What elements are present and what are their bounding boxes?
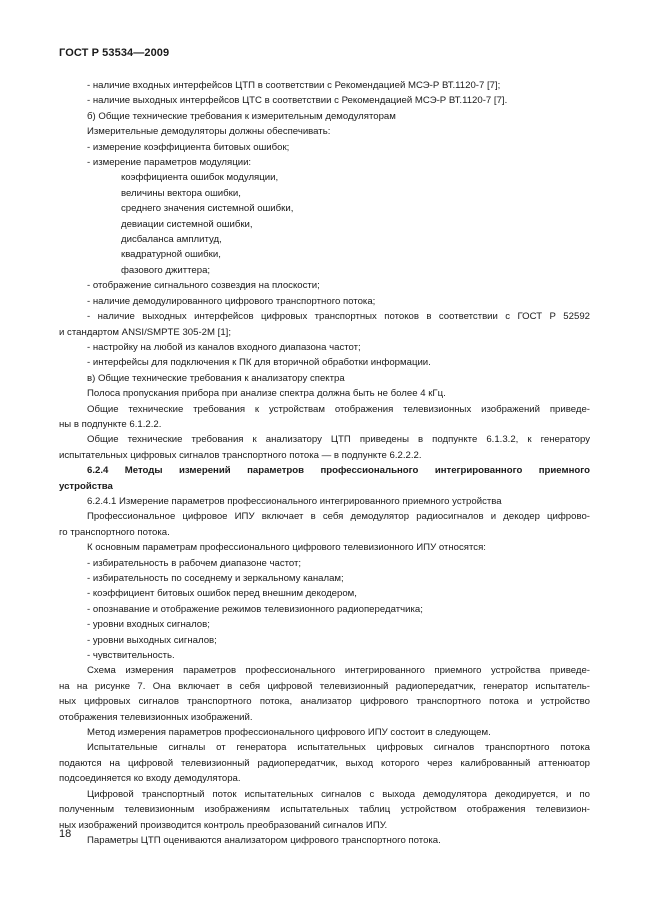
paragraph-continuation: ных цифровых сигналов транспортного потока, анализатор цифрового транспортного потока и устройство — [59, 696, 590, 708]
paragraph: Полоса пропускания прибора при анализе спектра должна быть не более 4 кГц. — [87, 388, 446, 400]
sub-list-item: фазового джиттера; — [121, 264, 211, 276]
paragraph: Метод измерения параметров профессионального цифрового ИПУ состоит в следующем. — [87, 727, 491, 739]
page-number: 18 — [59, 828, 72, 840]
paragraph: Профессиональное цифровое ИПУ включает в себя демодулятор радиосигналов и декодер цифрово- — [87, 511, 590, 523]
paragraph-continuation: ны в подпункте 6.1.2.2. — [59, 418, 162, 430]
paragraph: Цифровой транспортный поток испытательных сигналов с выхода демодулятора декодируется, и по — [87, 788, 590, 800]
list-item: - измерение коэффициента битовых ошибок; — [87, 141, 290, 153]
list-item: - чувствительность. — [87, 650, 175, 662]
list-item: - настройку на любой из каналов входного диапазона частот; — [87, 341, 361, 353]
list-item: - интерфейсы для подключения к ПК для вторичной обработки информации. — [87, 357, 431, 369]
subsection-heading: 6.2.4.1 Измерение параметров профессионального интегрированного приемного устройства — [87, 495, 502, 507]
document-header: ГОСТ Р 53534—2009 — [59, 47, 170, 59]
list-item-continuation: и стандартом ANSI/SMPTE 305-2M [1]; — [59, 326, 231, 338]
paragraph-continuation: полученным телевизионным изображениям испытательных таблиц устройством отображения телевизион- — [59, 804, 590, 816]
paragraph-continuation: отображения телевизионных изображений. — [59, 711, 253, 723]
paragraph-continuation: испытательных цифровых сигналов транспортного потока — в подпункте 6.2.2.2. — [59, 449, 422, 461]
list-item: - избирательность по соседнему и зеркальному каналам; — [87, 573, 344, 584]
list-item: - отображение сигнального созвездия на плоскости; — [87, 280, 320, 292]
list-item: - наличие входных интерфейсов ЦТП в соответствии с Рекомендацией МСЭ-Р ВТ.1120-7 [7]; — [87, 80, 501, 91]
paragraph: Схема измерения параметров профессионального интегрированного приемного устройства приведе- — [87, 665, 590, 677]
paragraph: Параметры ЦТП оцениваются анализатором цифрового транспортного потока. — [87, 834, 441, 846]
paragraph: К основным параметрам профессионального цифрового телевизионного ИПУ относятся: — [87, 542, 486, 554]
list-item: - опознавание и отображение режимов телевизионного радиопередатчика; — [87, 603, 423, 615]
list-item: - наличие выходных интерфейсов ЦТС в соответствии с Рекомендацией МСЭ-Р ВТ.1120-7 [7]. — [87, 95, 508, 107]
list-item: - коэффициент битовых ошибок перед внешним декодером, — [87, 588, 357, 600]
list-item: - уровни входных сигналов; — [87, 619, 210, 631]
paragraph-continuation: подсоединяется ко входу демодулятора. — [59, 773, 241, 785]
document-body — [59, 78, 590, 848]
sub-list-item: дисбаланса амплитуд, — [121, 234, 222, 246]
list-item: - наличие демодулированного цифрового транспортного потока; — [87, 295, 376, 307]
list-item: - уровни выходных сигналов; — [87, 634, 217, 646]
paragraph-continuation: го транспортного потока. — [59, 526, 170, 538]
sub-list-item: коэффициента ошибок модуляции, — [121, 172, 279, 184]
list-item: - измерение параметров модуляции: — [87, 157, 252, 169]
sub-list-item: квадратурной ошибки, — [121, 249, 221, 261]
subsection-heading: б) Общие технические требования к измерительным демодуляторам — [87, 110, 396, 122]
sub-list-item: среднего значения системной ошибки, — [121, 203, 294, 215]
section-heading: 6.2.4 Методы измерений параметров профессионального интегрированного приемного — [87, 465, 590, 477]
subsection-heading: в) Общие технические требования к анализатору спектра — [87, 372, 345, 384]
paragraph: Общие технические требования к анализатору ЦТП приведены в подпункте 6.1.3.2, к генератору — [87, 434, 590, 446]
paragraph-continuation: на на рисунке 7. Она включает в себя цифровой телевизионный радиопередатчик, генератор испытатель- — [59, 680, 590, 692]
paragraph-continuation: ных изображений производится контроль преобразований сигналов ИПУ. — [59, 819, 388, 831]
paragraph: Общие технические требования к устройствам отображения телевизионных изображений приведе- — [87, 403, 590, 415]
paragraph: Измерительные демодуляторы должны обеспечивать: — [87, 126, 331, 138]
list-item: - наличие выходных интерфейсов цифровых транспортных потоков в соответствии с ГОСТ Р 52592 — [87, 311, 590, 323]
sub-list-item: девиации системной ошибки, — [121, 218, 253, 230]
list-item: - избирательность в рабочем диапазоне частот; — [87, 557, 302, 569]
paragraph: Испытательные сигналы от генератора испытательных цифровых сигналов транспортного потока — [87, 742, 590, 754]
section-heading-continuation: устройства — [59, 480, 113, 492]
paragraph-continuation: подаются на цифровой телевизионный радиопередатчик, выход которого через калиброванный аттенюатор — [59, 757, 590, 769]
sub-list-item: величины вектора ошибки, — [121, 187, 241, 199]
